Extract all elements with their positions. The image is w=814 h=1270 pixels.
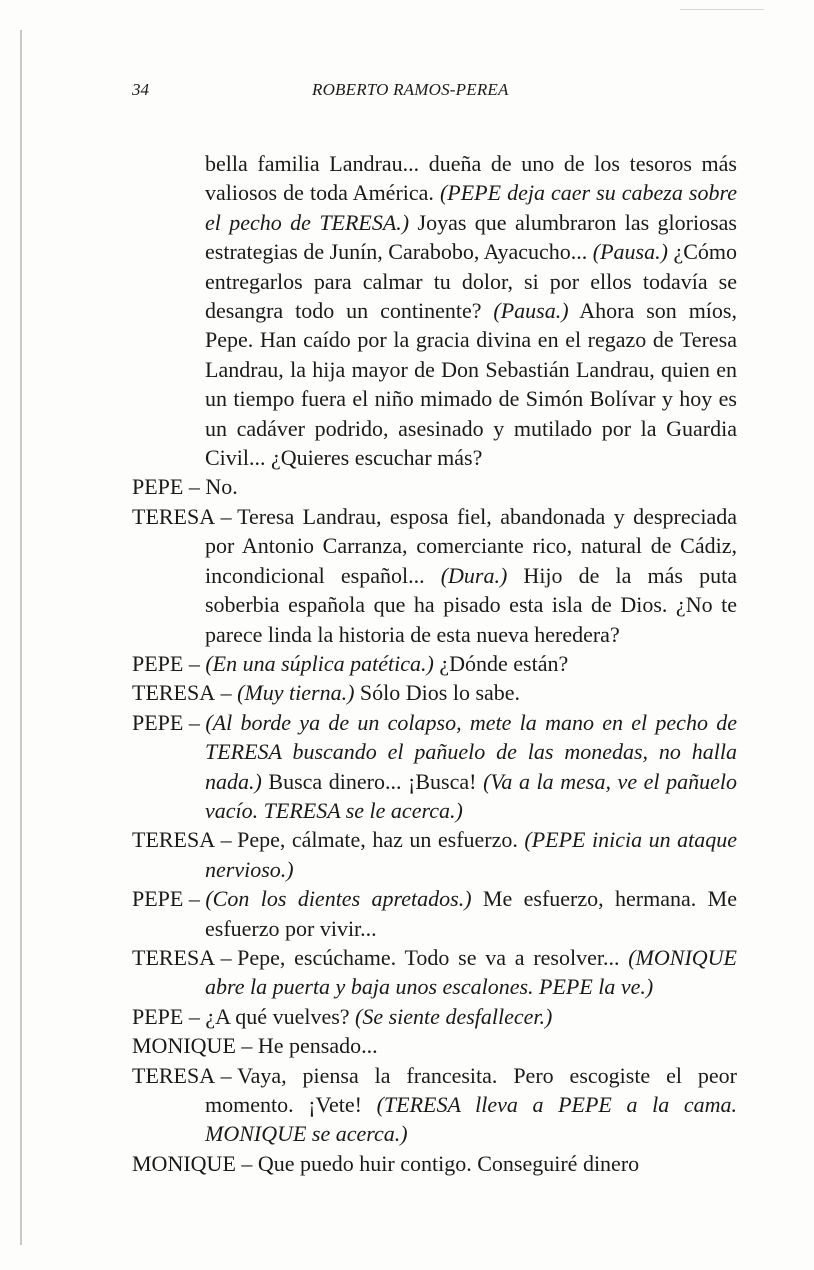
speaker-dash: – [220,1062,232,1088]
dialogue-line [132,678,737,707]
spoken-text: ¿Dónde están? [433,650,569,676]
stage-direction: (Va a la mesa, ve el pañuelo vacío. TERESA se le acerca.) [205,768,738,823]
dialogue-line [132,502,737,649]
stage-direction: (TERESA lleva a PEPE a la cama. MONIQUE se acerca.) [205,1092,737,1147]
spoken-text: Joyas que alumbraron las gloriosas estrategias de Junín, Carabobo, Ayacucho... [205,209,737,265]
speaker-dash: – [220,503,232,529]
dialogue-line [132,884,737,943]
dialogue-line [132,1061,737,1149]
speaker-dash: – [220,680,232,706]
speaker-name: MONIQUE [132,1033,236,1059]
dialogue-line [132,1031,737,1060]
speaker-dash: – [220,944,232,970]
dialogue-line [132,1149,737,1178]
speaker-dash: – [220,827,232,853]
page-header [132,80,692,104]
speaker-dash: – [241,1150,253,1176]
spoken-text: Me esfuerzo, hermana. Me esfuerzo por vivir... [205,886,737,941]
spoken-text: Pepe, escúchame. Todo se va a resolver... [237,944,629,970]
speaker-dash: – [241,1033,253,1059]
spoken-text: Teresa Landrau, esposa fiel, abandonada y despreciada por Antonio Carranza, comerciante rico, natural de Cádiz, incondicional español... [205,503,737,588]
continued-speech [132,149,737,472]
spoken-text: Sólo Dios lo sabe. [354,680,521,706]
stage-direction: (Pausa.) [592,239,668,265]
spoken-text: No. [205,474,238,500]
dialogue-line [132,708,737,826]
page-edge-top [680,9,764,10]
spoken-text: Vaya, piensa la francesita. Pero escogiste el peor momento. ¡Vete! [205,1062,737,1117]
dialogue-line [132,649,737,678]
spoken-text: ¿A qué vuelves? [205,1003,356,1029]
stage-direction: (Muy tierna.) [237,680,355,706]
spoken-text: bella familia Landrau... dueña de uno de los tesoros más valiosos de toda América. [205,151,737,206]
running-head: ROBERTO RAMOS-PEREA [312,80,509,99]
stage-direction: (Pausa.) [493,298,569,324]
dialogue-line [132,1002,737,1031]
speaker-name: TERESA [132,1062,216,1088]
spoken-text: Pepe, cálmate, haz un esfuerzo. [237,827,525,853]
speaker-name: TERESA [132,944,216,970]
spoken-text: Que puedo huir contigo. Conseguiré dinero [257,1150,640,1176]
spoken-text: Ahora son míos, Pepe. Han caído por la gracia divina en el regazo de Teresa Landrau, la hija mayor de Don Sebastián Landrau, quien en un tiempo fuera el niño mimado de Simón Bolívar y hoy es un cadáver podrido, asesinado y mutilado por la Guardia Civil... ¿Quieres escuchar más? [205,298,737,471]
speaker-name: PEPE [132,886,184,912]
speaker-name: TERESA [132,680,216,706]
stage-direction: (En una súplica patética.) [205,650,434,676]
spoken-text: ¿Cómo entregarlos para calmar tu dolor, si por ellos todavía se desangra todo un continente? [205,239,737,324]
stage-direction: (MONIQUE abre la puerta y baja unos escalones. PEPE la ve.) [205,944,737,1000]
speaker-name: PEPE [132,1003,184,1029]
speaker-dash: – [188,709,200,735]
stage-direction: (PEPE inicia un ataque nervioso.) [205,827,737,882]
speaker-dash: – [188,474,200,500]
stage-direction: (Dura.) [440,562,508,588]
speaker-name: MONIQUE [132,1150,236,1176]
page-number: 34 [132,80,149,99]
play-text [132,149,737,1178]
speaker-dash: – [188,650,200,676]
stage-direction: (PEPE deja caer su cabeza sobre el pecho de TERESA.) [205,180,737,235]
dialogue-line [132,825,737,884]
stage-direction: (Con los dientes apretados.) [205,886,472,912]
page-edge-left [20,30,22,1245]
speaker-dash: – [188,886,200,912]
speaker-name: PEPE [132,709,184,735]
stage-direction: (Al borde ya de un colapso, mete la mano en el pecho de TERESA buscando el pañuelo de las monedas, no halla nada.) [205,709,737,794]
spoken-text: Hijo de la más puta soberbia española que ha pisado esta isla de Dios. ¿No te parece linda la historia de esta nueva heredera? [205,562,737,647]
stage-direction: (Se siente desfallecer.) [355,1003,553,1029]
dialogue-line [132,472,737,501]
speaker-name: TERESA [132,503,216,529]
dialogue-line [132,943,737,1002]
spoken-text: He pensado... [257,1033,378,1059]
speaker-name: PEPE [132,650,184,676]
speaker-name: TERESA [132,827,216,853]
speaker-dash: – [188,1003,200,1029]
speaker-name: PEPE [132,474,184,500]
spoken-text: Busca dinero... ¡Busca! [261,768,484,794]
